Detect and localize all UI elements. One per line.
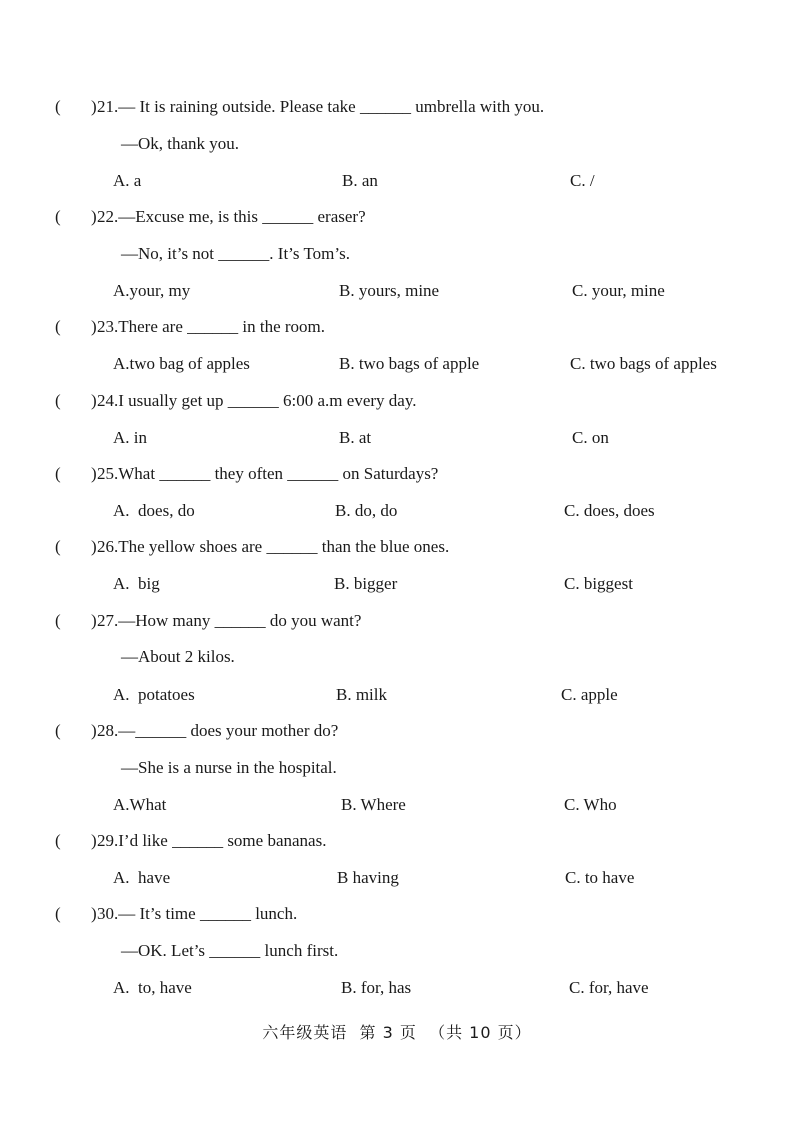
question-follow-up: —No, it’s not ______. It’s Tom’s. <box>121 244 350 263</box>
option-c: C. apple <box>561 685 618 704</box>
question-follow-up: —OK. Let’s ______ lunch first. <box>121 941 339 960</box>
option-c: C. Who <box>564 795 617 814</box>
answer-paren-close: ) <box>91 537 97 556</box>
option-b: B. two bags of apple <box>339 354 480 373</box>
answer-paren-open: ( <box>55 831 61 850</box>
option-b: B. for, has <box>341 978 412 997</box>
answer-paren-open: ( <box>55 317 61 336</box>
answer-paren-open: ( <box>55 464 61 483</box>
option-b: B. Where <box>341 795 406 814</box>
option-a: A.What <box>113 795 167 814</box>
option-c: C. two bags of apples <box>570 354 717 373</box>
question-stem: 21.— It is raining outside. Please take ______ umbrella with you. <box>97 97 545 116</box>
answer-paren-open: ( <box>55 537 61 556</box>
answer-paren-close: ) <box>91 317 97 336</box>
option-a: A. a <box>113 171 142 190</box>
question-stem: 24.I usually get up ______ 6:00 a.m every day. <box>97 391 417 410</box>
question-stem: 25.What ______ they often ______ on Saturdays? <box>97 464 439 483</box>
question-follow-up: —Ok, thank you. <box>121 134 240 153</box>
option-a: A. have <box>113 868 171 887</box>
question-follow-up: —About 2 kilos. <box>121 647 235 666</box>
answer-paren-close: ) <box>91 207 97 226</box>
answer-paren-open: ( <box>55 97 61 116</box>
option-c: C. to have <box>565 868 635 887</box>
question-stem: 28.—______ does your mother do? <box>97 721 339 740</box>
question-follow-up: —She is a nurse in the hospital. <box>121 758 337 777</box>
option-b: B having <box>337 868 399 887</box>
option-c: C. on <box>572 428 609 447</box>
option-a: A. potatoes <box>113 685 195 704</box>
option-c: C. / <box>570 171 595 190</box>
option-b: B. milk <box>336 685 388 704</box>
option-c: C. for, have <box>569 978 649 997</box>
option-c: C. biggest <box>564 574 633 593</box>
question-stem: 26.The yellow shoes are ______ than the blue ones. <box>97 537 450 556</box>
option-b: B. do, do <box>335 501 398 520</box>
answer-paren-close: ) <box>91 464 97 483</box>
answer-paren-open: ( <box>55 391 61 410</box>
option-b: B. an <box>342 171 378 190</box>
option-a: A. to, have <box>113 978 192 997</box>
option-c: C. does, does <box>564 501 655 520</box>
option-b: B. bigger <box>334 574 398 593</box>
option-b: B. yours, mine <box>339 281 440 300</box>
question-stem: 27.—How many ______ do you want? <box>97 611 362 630</box>
option-a: A.two bag of apples <box>113 354 250 373</box>
question-stem: 30.— It’s time ______ lunch. <box>97 904 298 923</box>
answer-paren-close: ) <box>91 611 97 630</box>
question-stem: 29.I’d like ______ some bananas. <box>97 831 327 850</box>
option-a: A.your, my <box>113 281 191 300</box>
answer-paren-close: ) <box>91 904 97 923</box>
page-footer: 六年级英语 第 3 页 （共 10 页） <box>262 1023 532 1042</box>
question-stem: 22.—Excuse me, is this ______ eraser? <box>97 207 366 226</box>
question-stem: 23.There are ______ in the room. <box>97 317 326 336</box>
answer-paren-close: ) <box>91 97 97 116</box>
answer-paren-close: ) <box>91 831 97 850</box>
answer-paren-open: ( <box>55 904 61 923</box>
answer-paren-open: ( <box>55 611 61 630</box>
answer-paren-open: ( <box>55 721 61 740</box>
answer-paren-close: ) <box>91 391 97 410</box>
option-a: A. in <box>113 428 147 447</box>
option-b: B. at <box>339 428 372 447</box>
option-c: C. your, mine <box>572 281 665 300</box>
answer-paren-open: ( <box>55 207 61 226</box>
option-a: A. does, do <box>113 501 195 520</box>
option-a: A. big <box>113 574 160 593</box>
answer-paren-close: ) <box>91 721 97 740</box>
